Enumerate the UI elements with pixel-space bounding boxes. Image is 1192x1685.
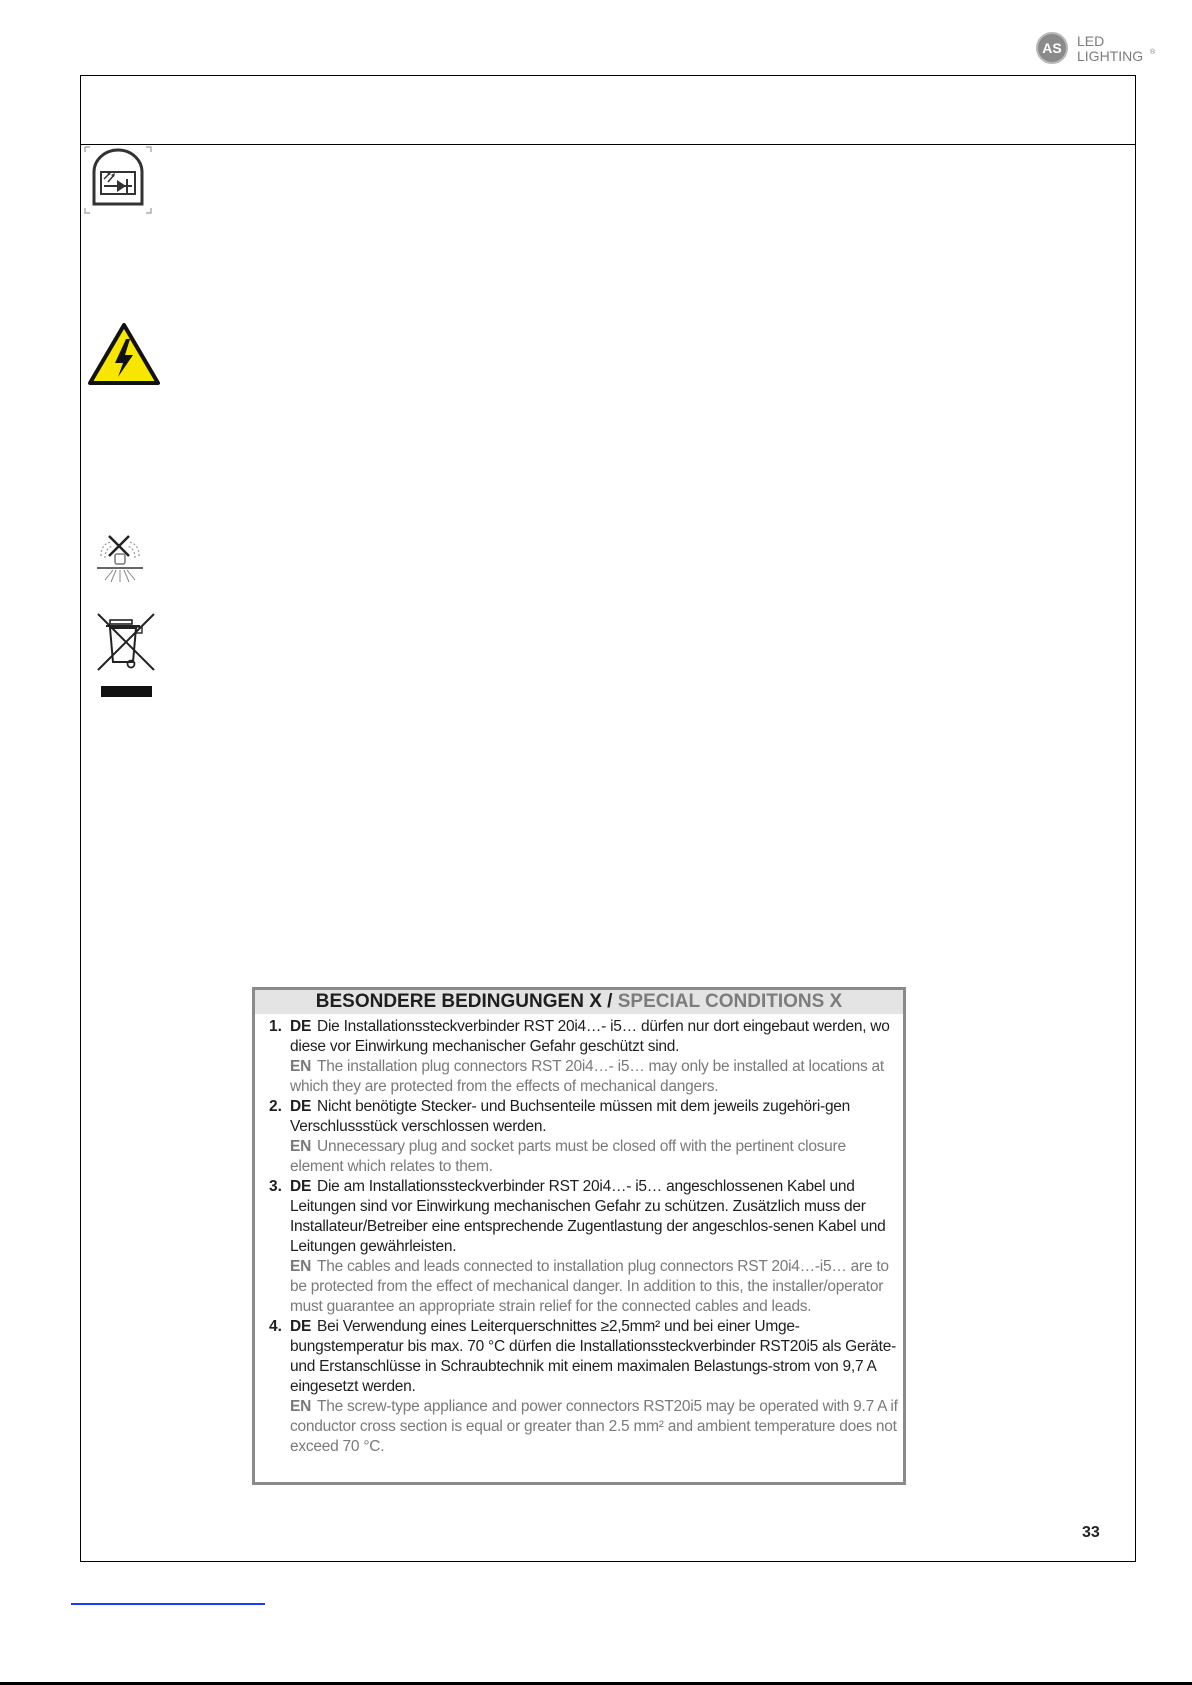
- condition-text-en: [290, 1397, 899, 1457]
- logo-text-led: LED: [1077, 33, 1105, 49]
- condition-text-en: [290, 1057, 899, 1097]
- logo-text-lighting: LIGHTING: [1077, 48, 1144, 64]
- company-logo: [1036, 32, 1156, 72]
- no-water-spray-icon: [93, 532, 147, 584]
- language-tag-de: DE: [290, 1178, 312, 1195]
- special-conditions-box: [252, 987, 906, 1485]
- conditions-title-separator: /: [601, 991, 618, 1012]
- header-divider: [80, 144, 1136, 145]
- language-tag-de: DE: [290, 1098, 312, 1115]
- conditions-title-de: BESONDERE BEDINGUNGEN X: [315, 991, 602, 1012]
- language-tag-de: DE: [290, 1318, 312, 1335]
- language-tag-en: EN: [290, 1258, 312, 1275]
- footer-link[interactable]: [71, 1603, 265, 1605]
- crossed-out-wheelie-bin-icon: [96, 612, 156, 700]
- language-tag-en: EN: [290, 1398, 312, 1415]
- language-tag-en: EN: [290, 1138, 312, 1155]
- condition-text-de: [290, 1177, 899, 1257]
- language-tag-en: EN: [290, 1058, 312, 1075]
- condition-item-1: [269, 1017, 899, 1097]
- condition-text-en: [290, 1137, 899, 1177]
- condition-text-de: [290, 1317, 899, 1397]
- condition-text-en: [290, 1257, 899, 1317]
- condition-item-3: [269, 1177, 899, 1317]
- page-number: 33: [1082, 1524, 1100, 1541]
- condition-text: Bei Verwendung eines Leiterquerschnittes ≥2,5mm² und bei einer Umge-bungstemperatur bis max. 70 °C dürfen die Installationssteckverbinder RST20i5 als Geräte- und Erstanschlüsse in Schraubtechnik mit einem maximalen Belastungs-strom von 9,7 A eingesetzt werden.: [290, 1318, 896, 1395]
- led-driver-symbol-icon: [84, 146, 152, 214]
- high-voltage-warning-icon: [88, 322, 160, 386]
- condition-text-de: [290, 1097, 899, 1137]
- condition-item-4: [269, 1317, 899, 1457]
- condition-number: 2.: [269, 1098, 282, 1115]
- condition-text: Die am Installationssteckverbinder RST 20i4…- i5… angeschlossenen Kabel und Leitungen sind vor Einwirkung mechanischen Gefahr zu schützen. Zusätzlich muss der Installateur/Betreiber eine entsprechende Zugentlastung der angeschlos-senen Kabel und Leitungen gewährleisten.: [290, 1178, 886, 1255]
- condition-number: 1.: [269, 1018, 282, 1035]
- condition-text: The installation plug connectors RST 20i4…- i5… may only be installed at locations at which they are protected from the effects of mechanical dangers.: [290, 1058, 884, 1095]
- condition-text: Die Installationssteckverbinder RST 20i4…- i5… dürfen nur dort eingebaut werden, wo diese vor Einwirkung mechanischer Gefahr geschützt sind.: [290, 1018, 890, 1055]
- condition-item-2: [269, 1097, 899, 1177]
- condition-number: 3.: [269, 1178, 282, 1195]
- logo-mark: AS: [1036, 32, 1068, 64]
- language-tag-de: DE: [290, 1018, 312, 1035]
- conditions-title: [255, 990, 903, 1014]
- condition-text: Nicht benötigte Stecker- und Buchsenteile müssen mit dem jeweils zugehöri-gen Verschlussstück verschlossen werden.: [290, 1098, 851, 1135]
- logo-registered-mark: ®: [1150, 49, 1156, 56]
- condition-text-de: [290, 1017, 899, 1057]
- conditions-list: [269, 1017, 899, 1457]
- conditions-title-en: SPECIAL CONDITIONS X: [617, 991, 843, 1012]
- condition-text: The screw-type appliance and power connectors RST20i5 may be operated with 9.7 A if conductor cross section is equal or greater than 2.5 mm² and ambient temperature does not exceed 70 °C.: [290, 1398, 898, 1455]
- condition-number: 4.: [269, 1318, 282, 1335]
- condition-text: The cables and leads connected to installation plug connectors RST 20i4…-i5… are to be protected from the effect of mechanical danger. In addition to this, the installer/operator must guarantee an appropriate strain relief for the connected cables and leads.: [290, 1258, 889, 1315]
- condition-text: Unnecessary plug and socket parts must be closed off with the pertinent closure element which relates to them.: [290, 1138, 846, 1175]
